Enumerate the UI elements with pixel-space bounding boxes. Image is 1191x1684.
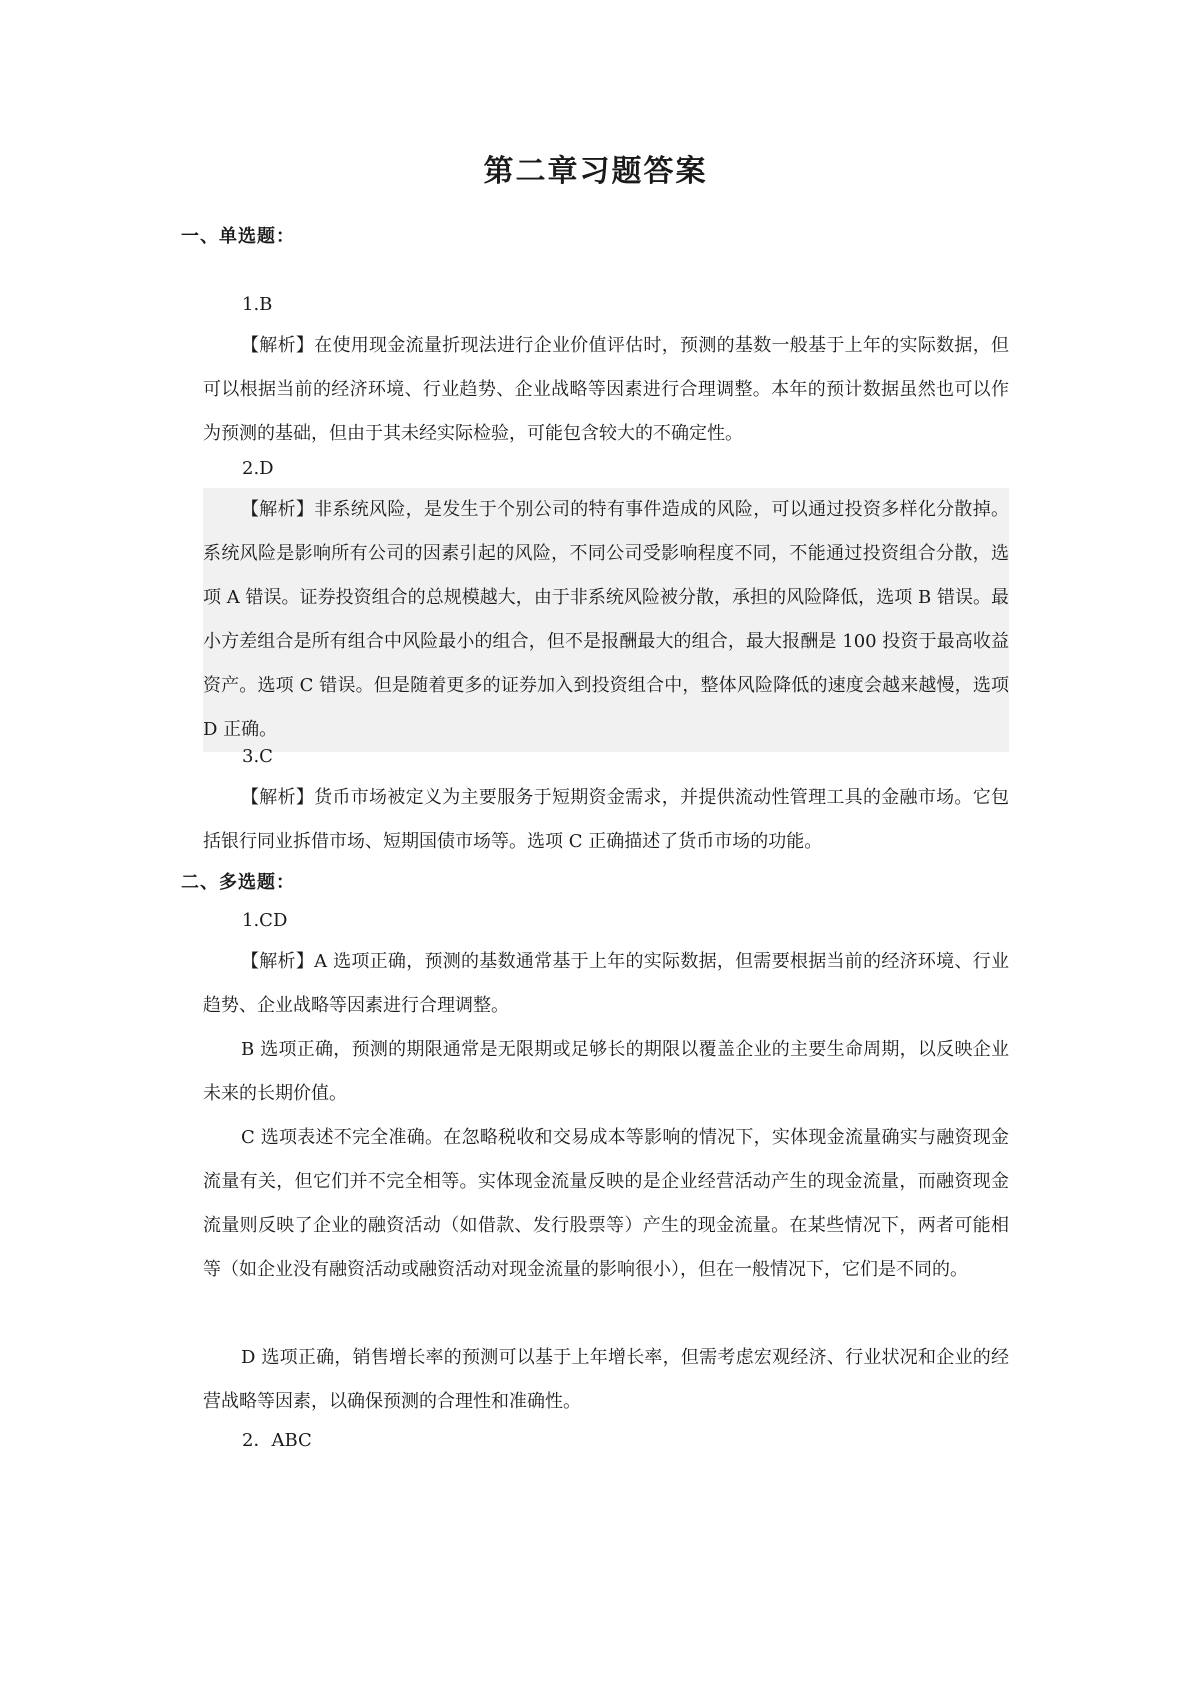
multi-answer-1: 1.CD — [242, 910, 288, 931]
section-heading-multiple-choice: 二、多选题： — [181, 872, 295, 893]
answer-1: 1.B — [242, 294, 273, 315]
answer-2: 2.D — [242, 458, 274, 479]
analysis-3: 【解析】货币市场被定义为主要服务于短期资金需求，并提供流动性管理工具的金融市场。它包括银行同业拆借市场、短期国债市场等。选项 C 正确描述了货币市场的功能。 — [203, 787, 1009, 852]
multi-answer-2: 2．ABC — [242, 1430, 312, 1451]
multi-analysis-1-b: B 选项正确，预测的期限通常是无限期或足够长的期限以覆盖企业的主要生命周期，以反映企业未来的长期价值。 — [203, 1039, 1009, 1104]
document-title: 第二章习题答案 — [483, 154, 708, 189]
section-heading-single-choice: 一、单选题： — [181, 226, 295, 247]
multi-analysis-1-d: D 选项正确，销售增长率的预测可以基于上年增长率，但需考虑宏观经济、行业状况和企业的经营战略等因素，以确保预测的合理性和准确性。 — [203, 1347, 1009, 1412]
multi-analysis-1-c: C 选项表述不完全准确。在忽略税收和交易成本等影响的情况下，实体现金流量确实与融资现金流量有关，但它们并不完全相等。实体现金流量反映的是企业经营活动产生的现金流量，而融资现金流量则反映了企业的融资活动（如借款、发行股票等）产生的现金流量。在某些情况下，两者可能相等（如企业没有融资活动或融资活动对现金流量的影响很小），但在一般情况下，它们是不同的。 — [203, 1127, 1009, 1280]
answer-3: 3.C — [242, 746, 273, 767]
multi-analysis-1-a: 【解析】A 选项正确，预测的基数通常基于上年的实际数据，但需要根据当前的经济环境、行业趋势、企业战略等因素进行合理调整。 — [203, 951, 1009, 1016]
analysis-1: 【解析】在使用现金流量折现法进行企业价值评估时，预测的基数一般基于上年的实际数据，但可以根据当前的经济环境、行业趋势、企业战略等因素进行合理调整。本年的预计数据虽然也可以作为预测的基础，但由于其未经实际检验，可能包含较大的不确定性。 — [203, 335, 1009, 444]
analysis-2: 【解析】非系统风险，是发生于个别公司的特有事件造成的风险，可以通过投资多样化分散掉。系统风险是影响所有公司的因素引起的风险，不同公司受影响程度不同，不能通过投资组合分散，选项 A 错误。证券投资组合的总规模越大，由于非系统风险被分散，承担的风险降低，选项 B 错误。最小方差组合是所有组合中风险最小的组合，但不是报酬最大的组合，最大报酬是 100 投资于最高收益资产。选项 C 错误。但是随着更多的证券加入到投资组合中，整体风险降低的速度会越来越慢，选项 D 正确。 — [203, 488, 1009, 752]
